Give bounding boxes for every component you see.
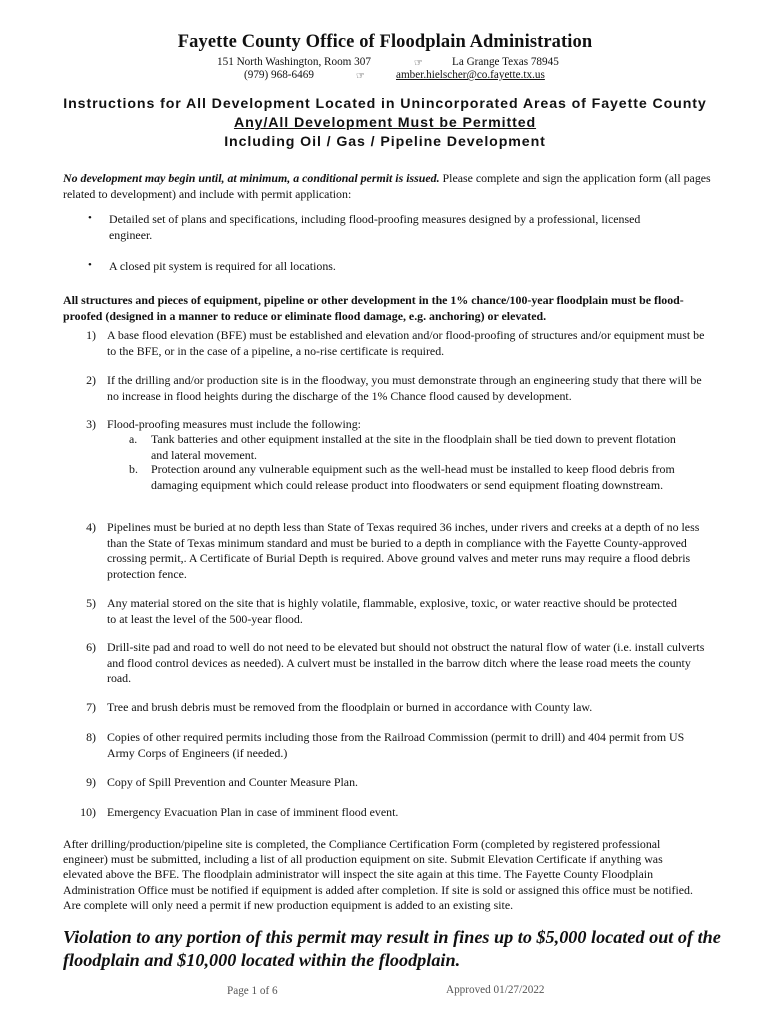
intro-text: Please complete and sign the application form (all pages related to development) and include with permit application: [63,171,711,201]
page-number: Page 1 of 6 [227,985,278,997]
subitem-letter: a. [129,432,138,446]
list-item: A base flood elevation (BFE) must be established and elevation and/or flood-proofing of structures and/or equipment must be to the BFE, or in the case of a pipeline, a no-rise certificate is required. [107,328,705,358]
list-item: Copies of other required permits including those from the Railroad Commission (permit to drill) and 404 permit from US Army Corps of Engineers (if needed.) [107,730,685,760]
item-number: 10) [80,805,96,819]
office-email[interactable]: amber.hielscher@co.fayette.tx.us [396,69,545,81]
list-item: If the drilling and/or production site is in the floodway, you must demonstrate through an engineering study that there will be no increase in flood heights during the discharge of the 1% Chance flood caused by development. [107,373,702,403]
list-item: Any material stored on the site that is highly volatile, flammable, explosive, toxic, or water reactive should be protected to at least the level of the 500-year flood. [107,596,677,626]
item-number: 1) [86,328,96,342]
instructions-heading: Instructions for All Development Located in Unincorporated Areas of Fayette County [63,96,707,112]
list-item: Copy of Spill Prevention and Counter Measure Plan. [107,775,358,789]
intro-paragraph [63,171,713,202]
item-number: 5) [86,596,96,610]
pointing-hand-icon: ☞ [414,58,423,69]
office-title: Fayette County Office of Floodplain Administration [177,32,593,52]
list-item: Drill-site pad and road to well do not need to be elevated but should not obstruct the natural flow of water (i.e. install culverts and flood control devices as needed). A culvert must be installed in the barrow ditch where the lease road meets the county road. [107,640,705,685]
subitem: Tank batteries and other equipment installed at the site in the floodplain shall be tied down to prevent flotation and lateral movement. [151,432,676,462]
bullet-dot: • [88,212,92,224]
list-item: Pipelines must be buried at no depth less than State of Texas required 36 inches, under rivers and creeks at a depth of no less than the State of Texas minimum standard and must be buried to a depth in compliance with the Fayette County-approved crossing permit,. A Certificate of Burial Depth is required. Above ground valves and meter runs may require a flood debris protection fence. [107,520,700,581]
subitem-letter: b. [129,462,138,476]
item-number: 9) [86,775,96,789]
office-city: La Grange Texas 78945 [452,56,559,68]
closing-paragraph: After drilling/production/pipeline site is completed, the Compliance Certification Form (completed by registered professional engineer) must be submitted, including a list of all production equipment on site. Submit Elevation Certificate if anything was elevated above the BFE. The floodplain administrator will inspect the site again at this time. The Fayette County Floodplain Administration Office must be notified if equipment is added after completion. If site is sold or assigned this office must be notified. Are complete will only need a permit if new production equipment is added to an existing site. [63,837,693,912]
bullet-item: A closed pit system is required for all locations. [109,259,336,273]
pointing-hand-icon: ☞ [356,71,365,82]
list-item: Flood-proofing measures must include the following: [107,417,361,431]
item-number: 8) [86,730,96,744]
item-number: 7) [86,700,96,714]
list-item: Tree and brush debris must be removed from the floodplain or burned in accordance with County law. [107,700,593,714]
permit-required-heading: Any/All Development Must be Permitted [233,115,537,131]
item-number: 2) [86,373,96,387]
office-address: 151 North Washington, Room 307 [217,56,371,68]
list-item: Emergency Evacuation Plan in case of imminent flood event. [107,805,399,819]
item-number: 4) [86,520,96,534]
bullet-dot: • [88,259,92,271]
subitem: Protection around any vulnerable equipment such as the well-head must be installed to keep flood debris from damaging equipment which could release product into floodwaters or send equipment floating downstream. [151,462,675,492]
bullet-item: Detailed set of plans and specifications, including flood-proofing measures designed by a professional, licensed engineer. [109,212,641,242]
oil-gas-heading: Including Oil / Gas / Pipeline Development [224,134,546,150]
structures-heading: All structures and pieces of equipment, pipeline or other development in the 1% chance/100-year floodplain must be flood-proofed (designed in a manner to reduce or eliminate flood damage, e.g. anchoring) or elevated. [63,293,684,323]
approved-date: Approved 01/27/2022 [446,984,545,996]
office-phone: (979) 968-6469 [244,69,314,81]
violation-notice: Violation to any portion of this permit may result in fines up to $5,000 located out of the floodplain and $10,000 located within the floodplain. [63,927,721,970]
intro-emphasis: No development may begin until, at minimum, a conditional permit is issued. [63,171,440,185]
item-number: 3) [86,417,96,431]
item-number: 6) [86,640,96,654]
